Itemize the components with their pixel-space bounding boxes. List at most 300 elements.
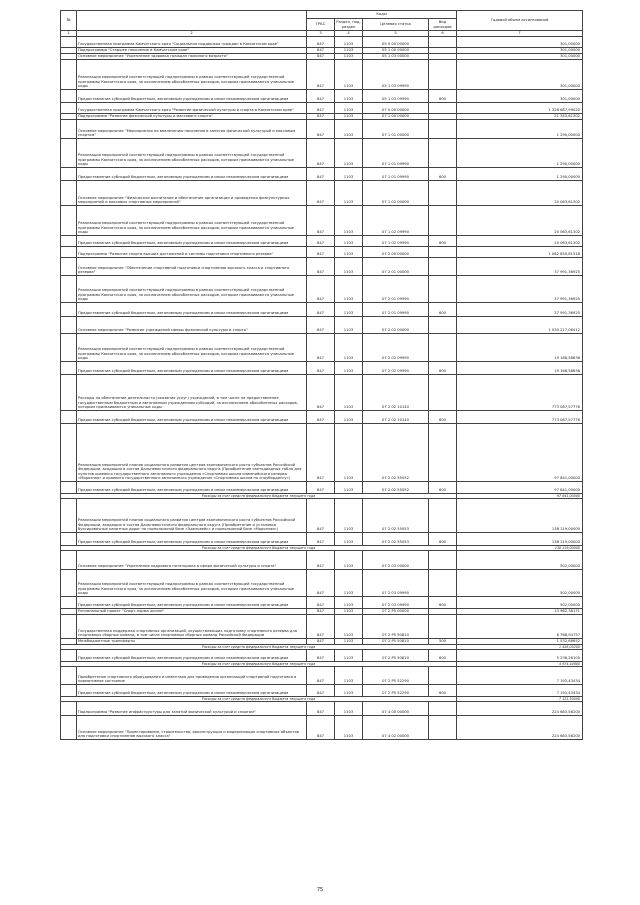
row-number-cell	[61, 424, 77, 482]
row-name-cell: Основное мероприятие "Проектирование, строительство, реконструкция и модернизация спортивных объектов для подготовки спортсменов высокого класса"	[77, 716, 307, 740]
subtotal-amount: 4 974,44800	[457, 662, 583, 667]
row-expense-type-cell	[429, 317, 457, 334]
row-grbs-cell: 847	[307, 639, 335, 645]
row-target-article-cell: 07 1 01 09990	[363, 168, 429, 181]
row-expense-type-cell	[429, 37, 457, 48]
row-expense-type-cell: 600	[429, 650, 457, 662]
row-target-article-cell: 07 2 01 00000	[363, 258, 429, 276]
row-number-cell	[61, 317, 77, 334]
row-section-cell: 1103	[335, 702, 363, 716]
row-grbs-cell: 847	[307, 499, 335, 533]
header-name	[77, 11, 307, 31]
row-target-article-cell: 07 2 P5 00000	[363, 609, 429, 615]
row-number-cell	[61, 334, 77, 362]
row-grbs-cell: 847	[307, 236, 335, 247]
row-section-cell: 1103	[335, 258, 363, 276]
subtotal-amount: 7 121,50000	[457, 697, 583, 702]
row-expense-type-cell	[429, 570, 457, 597]
row-number-cell	[61, 276, 77, 303]
row-name-cell: Реализация мероприятий соответствующей подпрограммы в рамках соответствующей государственной программы Камчатского края, за исключением обособленных расходов, которым присваиваются уникальные коды	[77, 60, 307, 90]
table-row	[61, 276, 583, 303]
row-amount-cell: 1 290,00000	[457, 168, 583, 181]
row-grbs-cell: 847	[307, 48, 335, 54]
row-grbs-cell: 847	[307, 139, 335, 168]
row-expense-type-cell: 600	[429, 482, 457, 494]
row-name-cell: Предоставление субсидий бюджетным, автономным учреждениям и иным некоммерческим организациям	[77, 650, 307, 662]
subtotal-label: Расходы за счет средств федерального бюджета текущего года	[61, 494, 457, 499]
row-number-cell	[61, 181, 77, 206]
table-row	[61, 702, 583, 716]
row-expense-type-cell: 600	[429, 685, 457, 697]
table-row	[61, 570, 583, 597]
row-section-cell: 1103	[335, 37, 363, 48]
row-target-article-cell: 07 2 01 09990	[363, 303, 429, 317]
index-cell: 4	[335, 31, 363, 37]
row-expense-type-cell	[429, 716, 457, 740]
row-amount-cell: 20 063,61302	[457, 206, 583, 236]
row-section-cell: 1103	[335, 181, 363, 206]
row-grbs-cell: 847	[307, 120, 335, 139]
table-row	[61, 317, 583, 334]
row-section-cell: 1103	[335, 411, 363, 424]
row-grbs-cell: 847	[307, 181, 335, 206]
row-expense-type-cell: 600	[429, 236, 457, 247]
table-row	[61, 597, 583, 609]
header-expense-type: Вид расходов	[429, 19, 457, 31]
row-number-cell	[61, 411, 77, 424]
row-target-article-cell: 07 2 P5 52290	[363, 685, 429, 697]
row-expense-type-cell	[429, 499, 457, 533]
table-row	[61, 247, 583, 258]
table-row	[61, 533, 583, 546]
row-amount-cell: 502,00000	[457, 597, 583, 609]
row-target-article-cell: 07 2 00 00000	[363, 247, 429, 258]
row-name-cell: Реализация мероприятий соответствующей подпрограммы в рамках соответствующей государственной программы Камчатского края, за исключением обособленных расходов, которым присваиваются уникальные коды	[77, 570, 307, 597]
table-row	[61, 60, 583, 90]
row-grbs-cell: 847	[307, 303, 335, 317]
row-amount-cell: 1 328 687,99020	[457, 103, 583, 114]
row-name-cell: Предоставление субсидий бюджетным, автономным учреждениям и иным некоммерческим организациям	[77, 482, 307, 494]
row-expense-type-cell: 600	[429, 597, 457, 609]
row-grbs-cell: 847	[307, 424, 335, 482]
row-section-cell: 1103	[335, 716, 363, 740]
row-expense-type-cell	[429, 206, 457, 236]
row-amount-cell: 20 063,61302	[457, 181, 583, 206]
row-expense-type-cell: 600	[429, 362, 457, 375]
row-target-article-cell: 07 2 02 55053	[363, 533, 429, 546]
row-name-cell: Подпрограмма "Развитие инфраструктуры для занятий физической культурой и спортом"	[77, 702, 307, 716]
row-target-article-cell: 07 2 02 10140	[363, 375, 429, 411]
row-target-article-cell: 07 2 02 09990	[363, 334, 429, 362]
row-section-cell: 1103	[335, 499, 363, 533]
row-number-cell	[61, 139, 77, 168]
row-expense-type-cell	[429, 375, 457, 411]
row-number-cell	[61, 597, 77, 609]
row-amount-cell: 301,00000	[457, 37, 583, 48]
row-grbs-cell: 847	[307, 103, 335, 114]
row-amount-cell: 19 168,58636	[457, 334, 583, 362]
row-amount-cell: 37 991,36925	[457, 303, 583, 317]
subtotal-label: Расходы за счет средств федерального бюджета текущего года	[61, 662, 457, 667]
row-section-cell: 1103	[335, 168, 363, 181]
row-amount-cell: 138 119,00000	[457, 533, 583, 546]
budget-table-body	[61, 37, 583, 740]
table-row	[61, 103, 583, 114]
row-section-cell: 1103	[335, 609, 363, 615]
row-grbs-cell: 847	[307, 258, 335, 276]
row-target-article-cell: 07 2 02 55052	[363, 424, 429, 482]
row-number-cell	[61, 482, 77, 494]
row-section-cell: 1103	[335, 334, 363, 362]
row-target-article-cell: 07 4 02 00000	[363, 716, 429, 740]
row-amount-cell: 97 841,00000	[457, 424, 583, 482]
row-grbs-cell: 847	[307, 615, 335, 639]
row-number-cell	[61, 615, 77, 639]
row-target-article-cell: 07 1 01 09990	[363, 139, 429, 168]
table-row	[61, 482, 583, 494]
row-expense-type-cell	[429, 334, 457, 362]
row-target-article-cell: 05 1 03 09990	[363, 60, 429, 90]
table-row	[61, 424, 583, 482]
table-row	[61, 551, 583, 570]
row-amount-cell: 37 991,36925	[457, 276, 583, 303]
row-expense-type-cell	[429, 258, 457, 276]
row-expense-type-cell: 500	[429, 639, 457, 645]
row-target-article-cell: 07 0 00 00000	[363, 103, 429, 114]
row-section-cell: 1103	[335, 639, 363, 645]
row-amount-cell: 224 683,56200	[457, 716, 583, 740]
row-amount-cell: 7 193,43434	[457, 667, 583, 685]
index-cell: 3	[307, 31, 335, 37]
row-number-cell	[61, 247, 77, 258]
row-section-cell: 1103	[335, 103, 363, 114]
row-name-cell: Предоставление субсидий бюджетным, автономным учреждениям и иным некоммерческим организациям	[77, 303, 307, 317]
row-target-article-cell: 07 2 01 09990	[363, 276, 429, 303]
row-amount-cell: 502,00000	[457, 570, 583, 597]
row-number-cell	[61, 716, 77, 740]
row-expense-type-cell: 600	[429, 168, 457, 181]
row-grbs-cell: 847	[307, 597, 335, 609]
index-cell: 6	[429, 31, 457, 37]
table-row	[61, 685, 583, 697]
row-number-cell	[61, 570, 77, 597]
row-section-cell: 1103	[335, 206, 363, 236]
row-number-cell	[61, 650, 77, 662]
row-target-article-cell: 07 2 02 55052	[363, 482, 429, 494]
header-target-article: Целевая статья	[363, 19, 429, 31]
row-name-cell: Подпрограмма "Старшее поколение в Камчатском крае"	[77, 48, 307, 54]
row-grbs-cell: 847	[307, 716, 335, 740]
row-expense-type-cell	[429, 702, 457, 716]
row-grbs-cell: 847	[307, 570, 335, 597]
table-row	[61, 168, 583, 181]
table-row	[61, 206, 583, 236]
row-target-article-cell: 07 2 P5 52290	[363, 667, 429, 685]
table-row	[61, 37, 583, 48]
header-number: №	[61, 11, 77, 31]
subtotal-label: Расходы за счет средств федерального бюджета текущего года	[61, 697, 457, 702]
row-name-cell: Предоставление субсидий бюджетным, автономным учреждениям и иным некоммерческим организациям	[77, 236, 307, 247]
row-section-cell: 1103	[335, 482, 363, 494]
row-grbs-cell: 847	[307, 37, 335, 48]
row-name-cell: Реализация мероприятий соответствующей подпрограммы в рамках соответствующей государственной программы Камчатского края, за исключением обособленных расходов, которым присваиваются уникальные коды	[77, 206, 307, 236]
row-number-cell	[61, 375, 77, 411]
row-grbs-cell: 847	[307, 276, 335, 303]
row-expense-type-cell: 600	[429, 411, 457, 424]
row-amount-cell: 37 991,36925	[457, 258, 583, 276]
row-amount-cell: 301,00000	[457, 90, 583, 103]
row-expense-type-cell	[429, 615, 457, 639]
row-target-article-cell: 05 1 03 00000	[363, 54, 429, 60]
row-number-cell	[61, 236, 77, 247]
row-grbs-cell: 847	[307, 90, 335, 103]
table-row	[61, 236, 583, 247]
row-name-cell: Межбюджетные трансферты	[77, 639, 307, 645]
row-target-article-cell: 07 2 P5 50810	[363, 639, 429, 645]
row-number-cell	[61, 499, 77, 533]
row-target-article-cell: 05 1 03 09990	[363, 90, 429, 103]
header-section: Раздел, под-раздел	[336, 19, 361, 29]
row-amount-cell: 138 119,00000	[457, 499, 583, 533]
header-annual-volume: Годовой объем ассигнований	[457, 11, 583, 31]
row-target-article-cell: 07 1 02 09990	[363, 236, 429, 247]
row-number-cell	[61, 303, 77, 317]
row-section-cell: 1103	[335, 570, 363, 597]
row-name-cell: Приобретение спортивного оборудования и инвентаря для приведения организаций спортивной подготовки в нормативное состояние	[77, 667, 307, 685]
row-section-cell: 1103	[335, 597, 363, 609]
row-section-cell: 1103	[335, 54, 363, 60]
row-name-cell: Реализация мероприятий соответствующей подпрограммы в рамках соответствующей государственной программы Камчатского края, за исключением обособленных расходов, которым присваиваются уникальные коды	[77, 276, 307, 303]
table-row	[61, 258, 583, 276]
row-expense-type-cell: 600	[429, 90, 457, 103]
row-grbs-cell: 847	[307, 317, 335, 334]
row-name-cell: Предоставление субсидий бюджетным, автономным учреждениям и иным некоммерческим организациям	[77, 168, 307, 181]
row-number-cell	[61, 103, 77, 114]
row-expense-type-cell	[429, 667, 457, 685]
row-target-article-cell: 05 1 00 00000	[363, 48, 429, 54]
subtotal-label: Расходы за счет средств федерального бюджета текущего года	[61, 546, 457, 551]
row-expense-type-cell	[429, 139, 457, 168]
row-section-cell: 1103	[335, 303, 363, 317]
index-cell: 1	[61, 31, 77, 37]
row-name-cell: Предоставление субсидий бюджетным, автономным учреждениям и иным некоммерческим организациям	[77, 597, 307, 609]
row-name-cell: Реализация мероприятий соответствующей подпрограммы в рамках соответствующей государственной программы Камчатского края, за исключением обособленных расходов, которым присваиваются уникальные коды	[77, 139, 307, 168]
row-section-cell: 1103	[335, 276, 363, 303]
table-row	[61, 411, 583, 424]
row-section-cell: 1103	[335, 375, 363, 411]
row-name-cell: Предоставление субсидий бюджетным, автономным учреждениям и иным некоммерческим организациям	[77, 90, 307, 103]
row-expense-type-cell: 600	[429, 303, 457, 317]
row-name-cell: Подпрограмма "Развитие спорта высших достижений и системы подготовки спортивного резерва"	[77, 247, 307, 258]
index-cell: 7	[457, 31, 583, 37]
row-number-cell	[61, 37, 77, 48]
row-grbs-cell: 847	[307, 114, 335, 120]
row-number-cell	[61, 667, 77, 685]
row-expense-type-cell	[429, 60, 457, 90]
row-name-cell: Предоставление субсидий бюджетным, автономным учреждениям и иным некоммерческим организациям	[77, 362, 307, 375]
row-expense-type-cell: 600	[429, 533, 457, 546]
table-row	[61, 667, 583, 685]
row-grbs-cell: 847	[307, 685, 335, 697]
row-section-cell: 1103	[335, 615, 363, 639]
row-amount-cell: 1 532,68652	[457, 639, 583, 645]
row-grbs-cell: 847	[307, 247, 335, 258]
row-grbs-cell: 847	[307, 206, 335, 236]
row-amount-cell: 7 193,43434	[457, 685, 583, 697]
row-section-cell: 1103	[335, 667, 363, 685]
row-number-cell	[61, 702, 77, 716]
page-number: 75	[316, 887, 324, 893]
row-section-cell: 1103	[335, 90, 363, 103]
row-name-cell: Основное мероприятие "Мероприятия по вовлечению населения в занятия физической культурой и массовым спортом"	[77, 120, 307, 139]
row-grbs-cell: 847	[307, 168, 335, 181]
row-name-cell: Основное мероприятие "Обеспечение спортивной подготовки спортсменов высокого класса и спортивного резерва"	[77, 258, 307, 276]
table-row	[61, 362, 583, 375]
row-section-cell: 1103	[335, 424, 363, 482]
row-section-cell: 1103	[335, 551, 363, 570]
row-target-article-cell: 07 1 02 00000	[363, 181, 429, 206]
row-name-cell: Основное мероприятие "Укрепление кадрового потенциала в сфере физической культуры и спорта"	[77, 551, 307, 570]
row-target-article-cell: 07 2 02 09990	[363, 362, 429, 375]
row-name-cell: Государственная программа Камчатского края "Развитие физической культуры и спорта в Камчатском крае"	[77, 103, 307, 114]
row-expense-type-cell	[429, 247, 457, 258]
row-name-cell: Основное мероприятие "Укрепление здоровья граждан пожилого возраста"	[77, 54, 307, 60]
row-name-cell: Реализация мероприятий планов социального развития центров экономического роста субъектов Российской Федерации, входящих в состав Дальневосточного федерального округа (Приобретение светодиодных табло для пунктов краевого государственного автономного учреждения «Спортивная школа олимпийского резерва «Морозная» и краевого государственного автономного учреждения «Спортивная школа по сноубордингу»)	[77, 424, 307, 482]
row-grbs-cell: 847	[307, 60, 335, 90]
index-cell: 5	[363, 31, 429, 37]
row-section-cell: 1103	[335, 114, 363, 120]
row-amount-cell: 6 768,94757	[457, 615, 583, 639]
row-section-cell: 1103	[335, 139, 363, 168]
row-target-article-cell: 07 1 02 09990	[363, 206, 429, 236]
row-amount-cell: 97 841,00000	[457, 482, 583, 494]
row-expense-type-cell	[429, 181, 457, 206]
row-name-cell: Государственная программа Камчатского края "Социальная поддержка граждан в Камчатском крае"	[77, 37, 307, 48]
row-target-article-cell: 05 0 00 00000	[363, 37, 429, 48]
row-amount-cell: 301,00000	[457, 60, 583, 90]
row-amount-cell: 1 290,00000	[457, 120, 583, 139]
row-amount-cell: 1 082 650,81518	[457, 247, 583, 258]
table-row	[61, 181, 583, 206]
row-amount-cell: 5 236,26105	[457, 650, 583, 662]
row-number-cell	[61, 60, 77, 90]
table-row	[61, 90, 583, 103]
row-expense-type-cell	[429, 103, 457, 114]
row-number-cell	[61, 533, 77, 546]
budget-table	[60, 10, 583, 740]
row-target-article-cell: 07 2 02 55053	[363, 499, 429, 533]
row-expense-type-cell	[429, 120, 457, 139]
row-target-article-cell: 07 4 00 00000	[363, 702, 429, 716]
row-grbs-cell: 847	[307, 482, 335, 494]
row-amount-cell: 21 353,61302	[457, 114, 583, 120]
row-grbs-cell: 847	[307, 650, 335, 662]
row-amount-cell: 301,00000	[457, 48, 583, 54]
row-amount-cell: 1 030 217,06412	[457, 317, 583, 334]
subtotal-amount: 138 119,00000	[457, 546, 583, 551]
row-number-cell	[61, 90, 77, 103]
row-grbs-cell: 847	[307, 533, 335, 546]
row-name-cell: Реализация мероприятий соответствующей подпрограммы в рамках соответствующей государственной программы Камчатского края, за исключением обособленных расходов, которым присваиваются уникальные коды	[77, 334, 307, 362]
row-grbs-cell: 847	[307, 551, 335, 570]
row-amount-cell: 773 087,57776	[457, 411, 583, 424]
row-amount-cell: 502,00000	[457, 551, 583, 570]
row-expense-type-cell	[429, 276, 457, 303]
row-grbs-cell: 847	[307, 54, 335, 60]
row-section-cell: 1103	[335, 362, 363, 375]
row-name-cell: Расходы на обеспечение деятельности (оказание услуг) учреждений, в том числе на предоставление государственным бюджетным и автономным учреждениям субсидий, за исключением обособленных расходов, которым присваиваются уникальные коды	[77, 375, 307, 411]
row-number-cell	[61, 362, 77, 375]
table-row	[61, 716, 583, 740]
row-section-cell: 1103	[335, 685, 363, 697]
row-section-cell: 1103	[335, 247, 363, 258]
subtotal-amount: 97 841,00000	[457, 494, 583, 499]
header-grbs: ГРБС	[307, 19, 335, 31]
row-grbs-cell: 847	[307, 667, 335, 685]
row-number-cell	[61, 206, 77, 236]
row-amount-cell: 19 168,58636	[457, 362, 583, 375]
row-section-cell: 1103	[335, 533, 363, 546]
row-name-cell: Государственная поддержка спортивных организаций, осуществляющих подготовку спортивного резерва для спортивных сборных команд, в том числе спортивных сборных команд Российской Федерации	[77, 615, 307, 639]
row-target-article-cell: 07 2 03 09990	[363, 597, 429, 609]
row-expense-type-cell	[429, 551, 457, 570]
row-section-cell: 1103	[335, 317, 363, 334]
row-target-article-cell: 07 1 01 00000	[363, 120, 429, 139]
budget-document-page	[60, 10, 582, 740]
row-name-cell: Реализация мероприятий планов социального развития центров экономического роста субъектов Российской Федерации, входящих в состав Дальневосточного федерального округа (Приобретение и установка буксировочных канатных дорог на горнолыжной базе «Эдельвейс» и горнолыжной базе «Морозная»)	[77, 499, 307, 533]
row-section-cell: 1103	[335, 236, 363, 247]
row-name-cell: Предоставление субсидий бюджетным, автономным учреждениям и иным некоммерческим организациям	[77, 685, 307, 697]
subtotal-label: Расходы за счет средств федерального бюджета текущего года	[61, 645, 457, 650]
table-row	[61, 139, 583, 168]
row-section-cell: 1103	[335, 60, 363, 90]
row-target-article-cell: 07 2 03 00000	[363, 551, 429, 570]
row-grbs-cell: 847	[307, 702, 335, 716]
subtotal-amount: 1 456,05200	[457, 645, 583, 650]
row-grbs-cell: 847	[307, 334, 335, 362]
table-row	[61, 650, 583, 662]
row-grbs-cell: 847	[307, 362, 335, 375]
row-number-cell	[61, 258, 77, 276]
row-amount-cell: 773 087,57776	[457, 375, 583, 411]
row-name-cell: Подпрограмма "Развитие физической культуры и массового спорта"	[77, 114, 307, 120]
row-grbs-cell: 847	[307, 411, 335, 424]
header-codes-group: Коды	[307, 11, 457, 19]
row-number-cell	[61, 120, 77, 139]
row-target-article-cell: 07 2 P5 50810	[363, 615, 429, 639]
row-target-article-cell: 07 2 02 10140	[363, 411, 429, 424]
row-name-cell: Предоставление субсидий бюджетным, автономным учреждениям и иным некоммерческим организациям	[77, 411, 307, 424]
row-name-cell: Основное мероприятие "Развитие учреждений сферы физической культуры и спорта"	[77, 317, 307, 334]
row-amount-cell: 20 063,61302	[457, 236, 583, 247]
row-number-cell	[61, 551, 77, 570]
row-section-cell: 1103	[335, 48, 363, 54]
row-grbs-cell: 847	[307, 375, 335, 411]
row-target-article-cell: 07 1 00 00000	[363, 114, 429, 120]
row-amount-cell: 301,00000	[457, 54, 583, 60]
row-name-cell: Региональный проект "Спорт-норма жизни"	[77, 609, 307, 615]
table-row	[61, 499, 583, 533]
table-row	[61, 615, 583, 639]
row-name-cell: Основное мероприятие "Физическое воспитание и обеспечение организации и проведения физкультурных мероприятий и массовых спортивных мероприятий"	[77, 181, 307, 206]
table-row	[61, 120, 583, 139]
table-row	[61, 303, 583, 317]
table-row	[61, 334, 583, 362]
row-amount-cell: 13 962,38171	[457, 609, 583, 615]
row-amount-cell: 224 683,56200	[457, 702, 583, 716]
row-number-cell	[61, 685, 77, 697]
row-number-cell	[61, 168, 77, 181]
